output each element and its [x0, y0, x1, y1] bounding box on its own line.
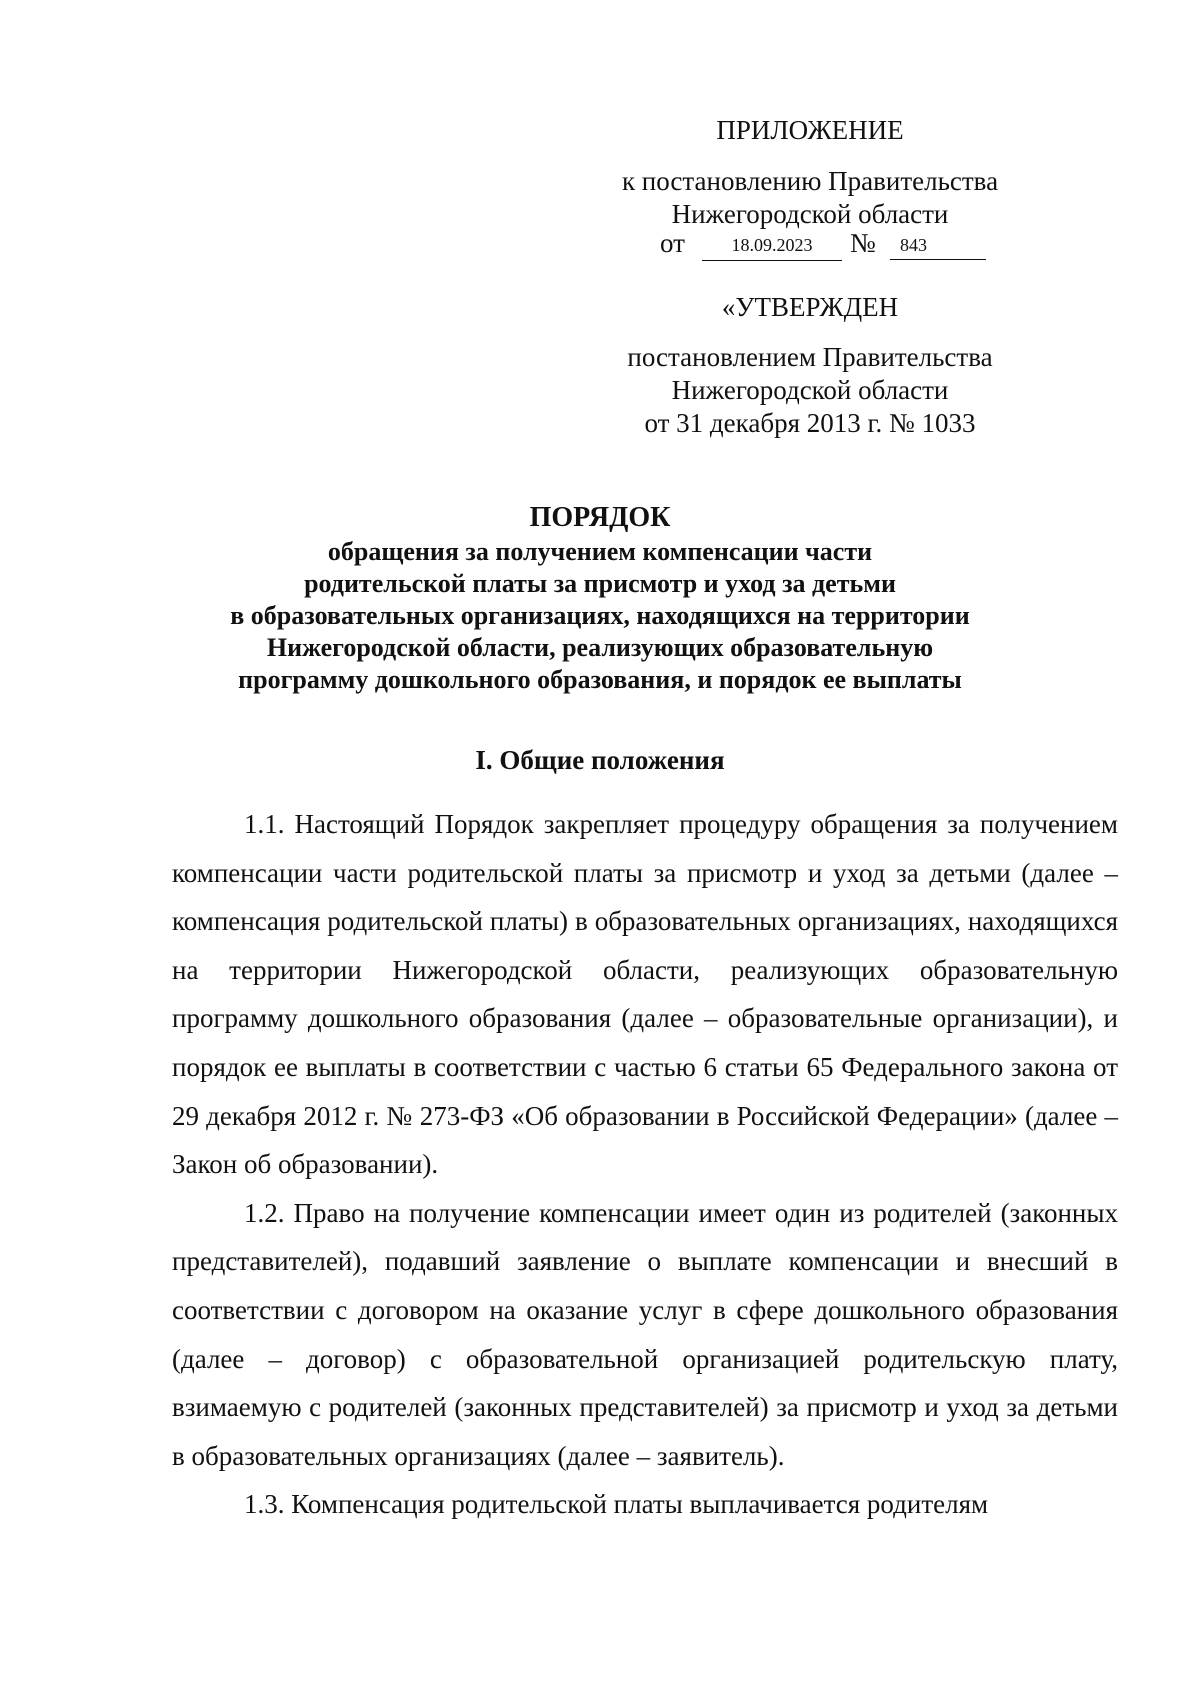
title-line-1: обращения за получением компенсации части [327, 537, 873, 566]
body-text [172, 800, 1118, 1529]
appendix-reference [600, 165, 1020, 231]
appendix-line-2: Нижегородской области [671, 199, 949, 229]
approved-line-2: Нижегородской области [671, 375, 949, 405]
title-line-5: программу дошкольного образования, и порядок ее выплаты [238, 665, 962, 694]
title-line-3: в образовательных организациях, находящихся на территории [230, 601, 970, 630]
resolution-date-number [660, 228, 1020, 268]
resolution-date: 18.09.2023 [702, 234, 842, 261]
title-line-4: Нижегородской области, реализующих образовательную [266, 633, 934, 662]
paragraph-1-2: 1.2. Право на получение компенсации имеет один из родителей (законных представителей), подавший заявление о выплате компенсации и внесший в соответствии с договором на оказание услуг в сфере дошкольного образования (далее – договор) с образовательной организацией родительскую плату, взимаемую с родителей (законных представителей) за присмотр и уход за детьми в образовательных организациях (далее – заявитель). [172, 1197, 1118, 1471]
title-line-2: родительской платы за присмотр и уход за детьми [304, 569, 896, 598]
appendix-line-1: к постановлению Правительства [621, 166, 999, 196]
ot-label: от [660, 228, 685, 258]
paragraph-1-3: 1.3. Компенсация родительской платы выплачивается родителям [244, 1489, 989, 1520]
document-title [160, 500, 1040, 696]
approved-title: «УТВЕРЖДЕН [721, 292, 899, 322]
paragraph-1-1: 1.1. Настоящий Порядок закрепляет процедуру обращения за получением компенсации части родительской платы за присмотр и уход за детьми (далее – компенсация родительской платы) в образовательных организациях, находящихся на территории Нижегородской области, реализующих образовательную программу дошкольного образования (далее – образовательные организации), и порядок ее выплаты в соответствии с частью 6 статьи 65 Федерального закона от 29 декабря 2012 г. № 273-ФЗ «Об образовании в Российской Федерации» (далее – Закон об образовании). [172, 809, 1118, 1180]
title-main: ПОРЯДОК [529, 502, 671, 533]
approved-line-3: от 31 декабря 2013 г. № 1033 [644, 408, 976, 438]
approved-line-1: постановлением Правительства [627, 342, 993, 372]
appendix-title: ПРИЛОЖЕНИЕ [716, 115, 904, 145]
resolution-number: 843 [890, 234, 986, 260]
number-sign: № [850, 228, 876, 258]
section-title: I. Общие положения [475, 745, 725, 775]
approved-reference [600, 341, 1020, 440]
